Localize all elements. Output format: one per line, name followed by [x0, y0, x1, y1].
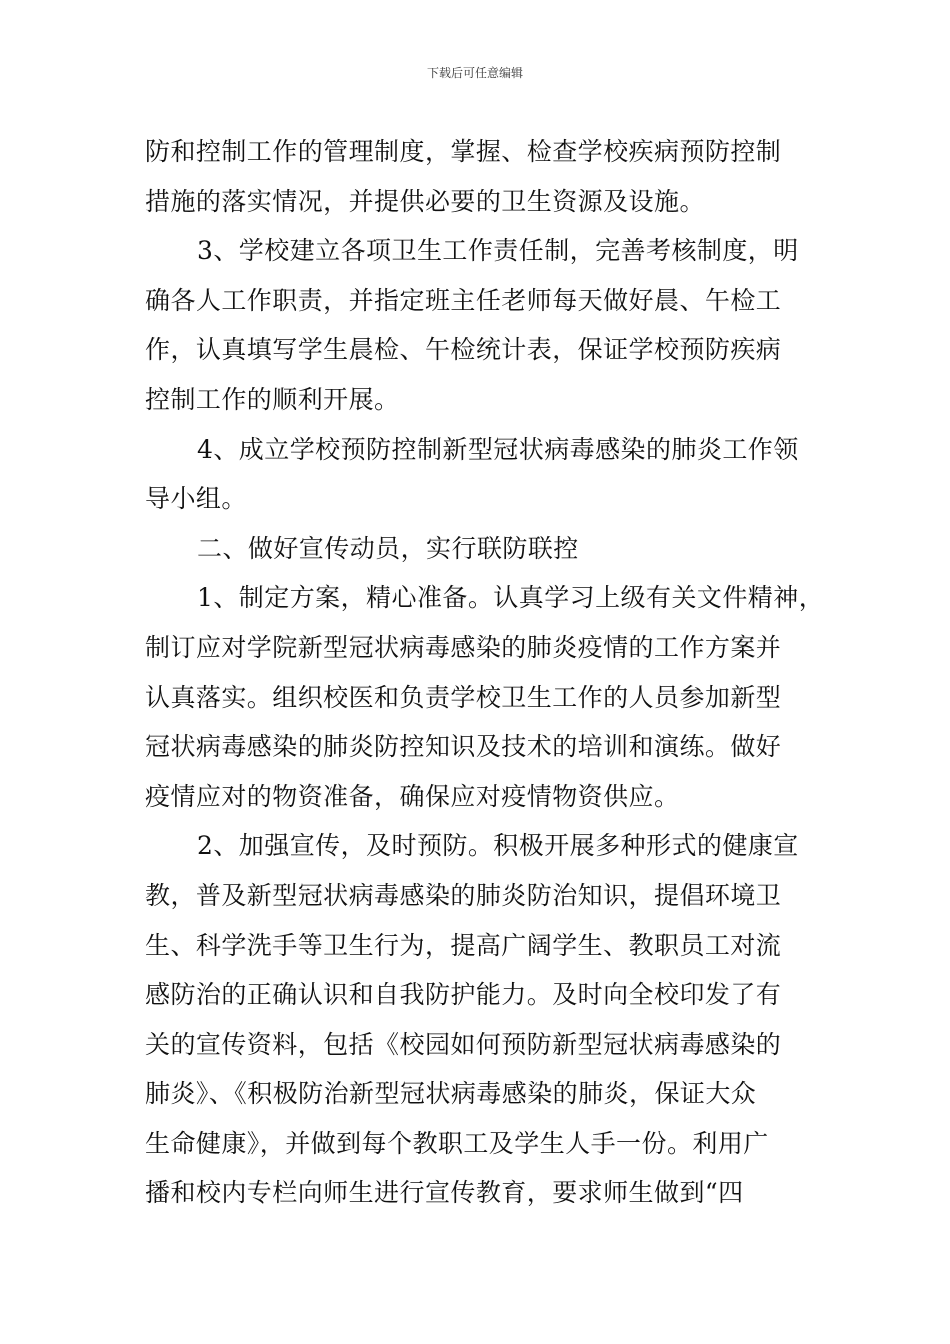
text-line: 2、加强宣传，及时预防。积极开展多种形式的健康宣 — [197, 831, 799, 861]
text-line: 冠状病毒感染的肺炎防控知识及技术的培训和演练。做好 — [145, 732, 782, 762]
text-line: 感防治的正确认识和自我防护能力。及时向全校印发了有 — [145, 980, 782, 1010]
text-line: 肺炎》、《积极防治新型冠状病毒感染的肺炎，保证大众 — [145, 1079, 757, 1109]
page-header: 下载后可任意编辑 — [426, 66, 523, 80]
section-heading: 二、做好宣传动员，实行联防联控 — [197, 533, 579, 563]
text-line: 导小组。 — [145, 484, 247, 514]
text-line: 防和控制工作的管理制度，掌握、检查学校疾病预防控制 — [145, 137, 782, 166]
text-line: 4、成立学校预防控制新型冠状病毒感染的肺炎工作领 — [197, 434, 799, 464]
text-line: 生命健康》，并做到每个教职工及学生人手一份。利用广 — [145, 1128, 769, 1158]
text-line: 疫情应对的物资准备，确保应对疫情物资供应。 — [145, 781, 680, 811]
text-line: 播和校内专栏向师生进行宣传教育，要求师生做到“四 — [145, 1178, 744, 1208]
text-line: 措施的落实情况，并提供必要的卫生资源及设施。 — [145, 186, 705, 216]
text-line: 生、科学洗手等卫生行为，提高广阔学生、教职员工对流 — [145, 930, 782, 960]
text-line: 确各人工作职责，并指定班主任老师每天做好晨、午检工 — [145, 285, 782, 315]
text-line: 控制工作的顺利开展。 — [145, 384, 400, 414]
text-line: 认真落实。组织校医和负责学校卫生工作的人员参加新型 — [145, 682, 782, 712]
text-line: 关的宣传资料，包括《校园如何预防新型冠状病毒感染的 — [145, 1029, 782, 1059]
text-line: 3、学校建立各项卫生工作责任制，完善考核制度，明 — [197, 236, 799, 266]
document-body — [145, 127, 825, 1218]
text-line: 教，普及新型冠状病毒感染的肺炎防治知识，提倡环境卫 — [145, 880, 782, 910]
text-line: 作，认真填写学生晨检、午检统计表，保证学校预防疾病 — [145, 335, 782, 365]
text-line: 制订应对学院新型冠状病毒感染的肺炎疫情的工作方案并 — [145, 632, 782, 662]
text-line: 1、制定方案，精心准备。认真学习上级有关文件精神， — [197, 583, 825, 613]
